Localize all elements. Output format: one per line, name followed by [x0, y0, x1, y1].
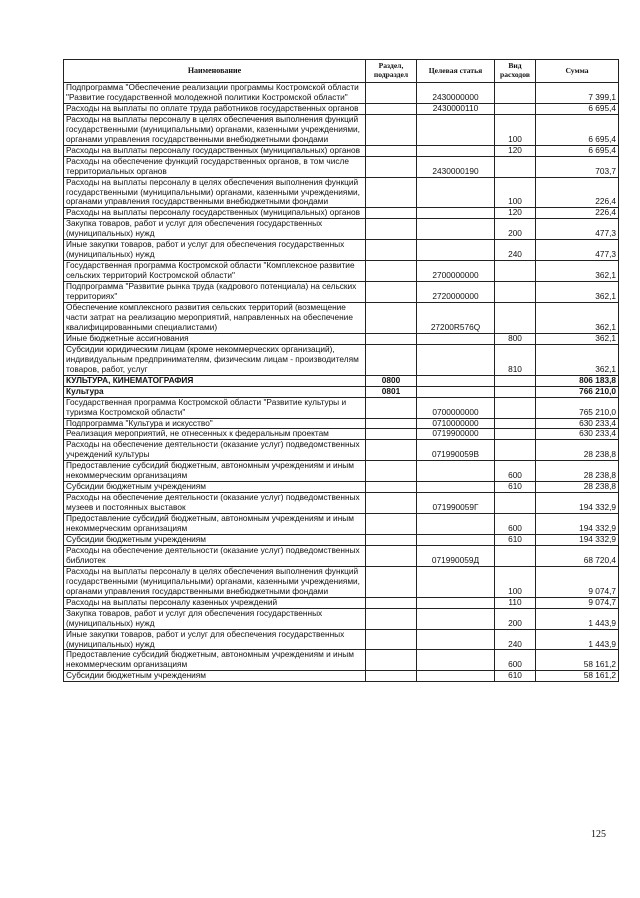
row-target-cell-text: 0700000000	[432, 406, 479, 417]
row-name-cell: Предоставление субсидий бюджетным, автономным учреждениям и иным некоммерческим организациям	[64, 650, 366, 671]
row-sum-cell	[536, 534, 619, 545]
row-sum-cell	[536, 114, 619, 145]
row-type-cell-text: 120	[508, 207, 522, 218]
row-name-cell: Государственная программа Костромской области "Развитие культуры и туризма Костромской области"	[64, 397, 366, 418]
row-target-cell	[417, 386, 495, 397]
row-type-cell-text: 600	[508, 523, 522, 534]
row-name-cell: Расходы на выплаты по оплате труда работников государственных органов	[64, 103, 366, 114]
page-number: 125	[591, 829, 606, 840]
row-section-cell	[366, 103, 417, 114]
row-name-cell: Субсидии юридическим лицам (кроме некоммерческих организаций), индивидуальным предпринимателям, физическим лицам - производителям товаров, работ, услуг	[64, 344, 366, 375]
row-target-cell	[417, 514, 495, 535]
row-type-cell-text: 100	[508, 585, 522, 596]
row-sum-cell	[536, 386, 619, 397]
row-section-cell	[366, 386, 417, 397]
row-name-cell: Иные бюджетные ассигнования	[64, 333, 366, 344]
row-name-cell: Государственная программа Костромской области "Комплексное развитие сельских территорий Костромской области"	[64, 261, 366, 282]
row-sum-cell-text: 58 161,2	[583, 659, 616, 670]
row-target-cell	[417, 461, 495, 482]
row-target-cell	[417, 418, 495, 429]
row-section-cell	[366, 83, 417, 104]
row-type-cell-text: 200	[508, 617, 522, 628]
table-row	[64, 461, 619, 482]
row-name-cell: Расходы на обеспечение функций государственных органов, в том числе территориальных органов	[64, 156, 366, 177]
row-sum-cell-text: 362,1	[595, 321, 616, 332]
header-target: Целевая статья	[417, 60, 495, 83]
row-type-cell-text: 120	[508, 144, 522, 155]
row-sum-cell-text: 68 720,4	[583, 554, 616, 565]
table-row	[64, 103, 619, 114]
row-sum-cell	[536, 375, 619, 386]
row-section-cell-text: 0801	[381, 385, 401, 396]
row-sum-cell	[536, 156, 619, 177]
table-row	[64, 145, 619, 156]
row-type-cell-text: 600	[508, 470, 522, 481]
row-type-cell	[495, 608, 536, 629]
row-section-cell	[366, 219, 417, 240]
row-name-cell: Культура	[64, 386, 366, 397]
row-type-cell	[495, 397, 536, 418]
table-row	[64, 261, 619, 282]
row-type-cell	[495, 375, 536, 386]
row-sum-cell	[536, 671, 619, 682]
row-type-cell	[495, 177, 536, 208]
row-type-cell	[495, 103, 536, 114]
table-row	[64, 629, 619, 650]
row-target-cell	[417, 208, 495, 219]
row-type-cell	[495, 629, 536, 650]
table-row	[64, 208, 619, 219]
row-section-cell	[366, 418, 417, 429]
row-section-cell	[366, 545, 417, 566]
row-type-cell	[495, 333, 536, 344]
row-sum-cell	[536, 650, 619, 671]
table-row	[64, 177, 619, 208]
row-sum-cell	[536, 629, 619, 650]
row-target-cell	[417, 493, 495, 514]
row-type-cell	[495, 114, 536, 145]
row-section-cell	[366, 629, 417, 650]
row-target-cell	[417, 344, 495, 375]
row-sum-cell	[536, 261, 619, 282]
row-name-cell: Обеспечение комплексного развития сельских территорий (возмещение части затрат на реализацию мероприятий, направленных на обеспечение квалифицированными специалистами)	[64, 303, 366, 334]
row-type-cell	[495, 282, 536, 303]
row-section-cell	[366, 608, 417, 629]
row-target-cell-text: 071990059Г	[432, 502, 479, 513]
row-name-cell: Закупка товаров, работ и услуг для обеспечения государственных (муниципальных) нужд	[64, 219, 366, 240]
row-target-cell	[417, 333, 495, 344]
row-section-cell	[366, 514, 417, 535]
table-row	[64, 597, 619, 608]
row-sum-cell	[536, 208, 619, 219]
row-target-cell	[417, 145, 495, 156]
row-section-cell	[366, 156, 417, 177]
table-row	[64, 545, 619, 566]
table-row	[64, 156, 619, 177]
row-section-cell	[366, 440, 417, 461]
row-section-cell	[366, 566, 417, 597]
row-sum-cell	[536, 418, 619, 429]
header-type: Вид расходов	[495, 60, 536, 83]
row-target-cell	[417, 282, 495, 303]
row-target-cell	[417, 608, 495, 629]
row-name-cell: Предоставление субсидий бюджетным, автономным учреждениям и иным некоммерческим организациям	[64, 514, 366, 535]
row-target-cell	[417, 397, 495, 418]
row-sum-cell	[536, 397, 619, 418]
row-sum-cell-text: 806 183,8	[579, 374, 616, 385]
row-sum-cell	[536, 493, 619, 514]
row-target-cell	[417, 103, 495, 114]
budget-table	[63, 59, 619, 682]
row-sum-cell-text: 28 238,8	[583, 470, 616, 481]
row-type-cell	[495, 597, 536, 608]
row-name-cell: Субсидии бюджетным учреждениям	[64, 671, 366, 682]
row-sum-cell	[536, 429, 619, 440]
row-target-cell-text: 0719900000	[432, 428, 479, 439]
row-sum-cell	[536, 303, 619, 334]
row-sum-cell	[536, 514, 619, 535]
table-row	[64, 83, 619, 104]
row-target-cell	[417, 671, 495, 682]
row-name-cell: Расходы на выплаты персоналу в целях обеспечения выполнения функций государственными (муниципальными) органами, казенными учреждениями, органами управления государственными внебюджетными фондами	[64, 177, 366, 208]
row-sum-cell	[536, 461, 619, 482]
row-sum-cell-text: 477,3	[595, 228, 616, 239]
header-sum: Сумма	[536, 60, 619, 83]
row-sum-cell-text: 9 074,7	[588, 596, 616, 607]
row-type-cell-text: 240	[508, 638, 522, 649]
row-sum-cell	[536, 145, 619, 156]
table-row	[64, 375, 619, 386]
row-name-cell: Расходы на обеспечение деятельности (оказание услуг) подведомственных учреждений культуры	[64, 440, 366, 461]
row-type-cell-text: 100	[508, 196, 522, 207]
row-type-cell	[495, 261, 536, 282]
row-name-cell: Расходы на выплаты персоналу в целях обеспечения выполнения функций государственными (муниципальными) органами, казенными учреждениями, органами управления государственными внебюджетными фондами	[64, 566, 366, 597]
row-type-cell	[495, 386, 536, 397]
row-sum-cell-text: 58 161,2	[583, 670, 616, 681]
row-section-cell	[366, 397, 417, 418]
row-section-cell	[366, 493, 417, 514]
table-row	[64, 566, 619, 597]
table-row	[64, 397, 619, 418]
row-section-cell	[366, 650, 417, 671]
header-name: Наименование	[64, 60, 366, 83]
row-target-cell	[417, 114, 495, 145]
header-section: Раздел, подраздел	[366, 60, 417, 83]
row-sum-cell	[536, 597, 619, 608]
table-row	[64, 240, 619, 261]
row-sum-cell	[536, 83, 619, 104]
table-header-row	[64, 60, 619, 83]
row-type-cell	[495, 83, 536, 104]
row-sum-cell-text: 1 443,9	[588, 617, 616, 628]
row-target-cell	[417, 375, 495, 386]
row-type-cell	[495, 219, 536, 240]
row-sum-cell-text: 194 332,9	[579, 502, 616, 513]
row-type-cell	[495, 545, 536, 566]
row-target-cell	[417, 566, 495, 597]
row-type-cell	[495, 344, 536, 375]
row-target-cell-text: 2430000110	[432, 102, 479, 113]
row-sum-cell-text: 6 695,4	[588, 102, 616, 113]
table-row	[64, 333, 619, 344]
row-type-cell	[495, 514, 536, 535]
row-type-cell	[495, 240, 536, 261]
row-sum-cell	[536, 240, 619, 261]
row-type-cell	[495, 482, 536, 493]
row-type-cell	[495, 461, 536, 482]
row-sum-cell	[536, 103, 619, 114]
row-name-cell: Иные закупки товаров, работ и услуг для обеспечения государственных (муниципальных) нужд	[64, 240, 366, 261]
row-sum-cell-text: 226,4	[595, 207, 616, 218]
row-name-cell: Закупка товаров, работ и услуг для обеспечения государственных (муниципальных) нужд	[64, 608, 366, 629]
row-sum-cell	[536, 482, 619, 493]
row-section-cell	[366, 240, 417, 261]
row-name-cell: Расходы на обеспечение деятельности (оказание услуг) подведомственных музеев и постоянных выставок	[64, 493, 366, 514]
row-target-cell-text: 27200R576Q	[430, 321, 481, 332]
row-section-cell	[366, 461, 417, 482]
row-section-cell	[366, 534, 417, 545]
row-sum-cell-text: 766 210,0	[579, 385, 616, 396]
row-target-cell	[417, 597, 495, 608]
row-section-cell	[366, 429, 417, 440]
row-type-cell	[495, 418, 536, 429]
table-row	[64, 482, 619, 493]
row-target-cell	[417, 534, 495, 545]
row-section-cell	[366, 333, 417, 344]
row-target-cell	[417, 650, 495, 671]
row-sum-cell-text: 194 332,9	[579, 533, 616, 544]
row-name-cell: Подпрограмма "Развитие рынка труда (кадрового потенциала) на сельских территориях"	[64, 282, 366, 303]
row-target-cell	[417, 156, 495, 177]
row-type-cell	[495, 566, 536, 597]
row-type-cell	[495, 534, 536, 545]
table-row	[64, 440, 619, 461]
row-name-cell: Расходы на выплаты персоналу государственных (муниципальных) органов	[64, 208, 366, 219]
row-target-cell	[417, 482, 495, 493]
row-section-cell	[366, 177, 417, 208]
table-row	[64, 303, 619, 334]
row-type-cell	[495, 156, 536, 177]
row-target-cell	[417, 83, 495, 104]
table-row	[64, 608, 619, 629]
row-sum-cell-text: 1 443,9	[588, 638, 616, 649]
row-target-cell-text: 071990059Д	[431, 554, 480, 565]
row-sum-cell-text: 6 695,4	[588, 144, 616, 155]
row-section-cell	[366, 482, 417, 493]
row-type-cell	[495, 493, 536, 514]
row-sum-cell-text: 6 695,4	[588, 133, 616, 144]
table-row	[64, 344, 619, 375]
row-name-cell: КУЛЬТУРА, КИНЕМАТОГРАФИЯ	[64, 375, 366, 386]
table-row	[64, 114, 619, 145]
row-target-cell	[417, 303, 495, 334]
row-type-cell-text: 600	[508, 659, 522, 670]
row-target-cell-text: 2720000000	[432, 291, 479, 302]
row-sum-cell-text: 9 074,7	[588, 585, 616, 596]
table-row	[64, 282, 619, 303]
row-name-cell: Реализация мероприятий, не отнесенных к федеральным проектам	[64, 429, 366, 440]
row-name-cell: Расходы на выплаты персоналу казенных учреждений	[64, 597, 366, 608]
row-type-cell-text: 240	[508, 249, 522, 260]
row-type-cell-text: 200	[508, 228, 522, 239]
row-sum-cell-text: 28 238,8	[583, 481, 616, 492]
table-row	[64, 514, 619, 535]
row-target-cell-text: 071990059В	[431, 449, 480, 460]
row-name-cell: Иные закупки товаров, работ и услуг для обеспечения государственных (муниципальных) нужд	[64, 629, 366, 650]
row-section-cell	[366, 303, 417, 334]
row-type-cell	[495, 671, 536, 682]
row-sum-cell	[536, 177, 619, 208]
row-section-cell	[366, 375, 417, 386]
row-target-cell-text: 2430000000	[432, 91, 479, 102]
table-row	[64, 418, 619, 429]
row-section-cell	[366, 114, 417, 145]
row-name-cell: Подпрограмма "Культура и искусство"	[64, 418, 366, 429]
row-name-cell: Расходы на обеспечение деятельности (оказание услуг) подведомственных библиотек	[64, 545, 366, 566]
row-section-cell	[366, 671, 417, 682]
row-sum-cell	[536, 333, 619, 344]
row-name-cell: Субсидии бюджетным учреждениям	[64, 482, 366, 493]
row-type-cell-text: 610	[508, 481, 522, 492]
table-row	[64, 671, 619, 682]
row-sum-cell-text: 477,3	[595, 249, 616, 260]
row-type-cell-text: 110	[508, 596, 522, 607]
row-target-cell-text: 0710000000	[432, 417, 479, 428]
row-target-cell	[417, 629, 495, 650]
row-sum-cell	[536, 545, 619, 566]
row-sum-cell-text: 362,1	[595, 363, 616, 374]
row-sum-cell-text: 28 238,8	[583, 449, 616, 460]
table-row	[64, 534, 619, 545]
row-sum-cell-text: 226,4	[595, 196, 616, 207]
row-sum-cell-text: 703,7	[595, 165, 616, 176]
row-type-cell-text: 610	[508, 670, 522, 681]
table-body	[64, 83, 619, 682]
row-name-cell: Субсидии бюджетным учреждениям	[64, 534, 366, 545]
row-section-cell	[366, 282, 417, 303]
row-sum-cell	[536, 344, 619, 375]
row-target-cell-text: 2700000000	[432, 270, 479, 281]
row-sum-cell	[536, 282, 619, 303]
table-row	[64, 493, 619, 514]
row-target-cell-text: 2430000190	[432, 165, 479, 176]
row-type-cell-text: 810	[508, 363, 522, 374]
row-sum-cell-text: 194 332,9	[579, 523, 616, 534]
table-row	[64, 219, 619, 240]
row-type-cell	[495, 650, 536, 671]
row-sum-cell-text: 7 399,1	[588, 91, 616, 102]
row-target-cell	[417, 219, 495, 240]
table-row	[64, 429, 619, 440]
row-type-cell	[495, 303, 536, 334]
row-sum-cell-text: 362,1	[595, 270, 616, 281]
table-row	[64, 386, 619, 397]
row-target-cell	[417, 240, 495, 261]
row-target-cell	[417, 545, 495, 566]
row-type-cell	[495, 440, 536, 461]
row-sum-cell	[536, 440, 619, 461]
row-sum-cell-text: 362,1	[595, 332, 616, 343]
row-sum-cell	[536, 566, 619, 597]
row-type-cell-text: 610	[508, 533, 522, 544]
row-section-cell	[366, 208, 417, 219]
row-section-cell	[366, 261, 417, 282]
table-row	[64, 650, 619, 671]
row-name-cell: Расходы на выплаты персоналу государственных (муниципальных) органов	[64, 145, 366, 156]
row-sum-cell	[536, 608, 619, 629]
row-target-cell	[417, 261, 495, 282]
row-target-cell	[417, 440, 495, 461]
row-sum-cell-text: 630 233,4	[579, 428, 616, 439]
row-sum-cell-text: 765 210,0	[579, 406, 616, 417]
row-type-cell	[495, 429, 536, 440]
row-sum-cell-text: 362,1	[595, 291, 616, 302]
row-type-cell	[495, 208, 536, 219]
row-sum-cell-text: 630 233,4	[579, 417, 616, 428]
row-name-cell: Предоставление субсидий бюджетным, автономным учреждениям и иным некоммерческим организациям	[64, 461, 366, 482]
row-section-cell	[366, 344, 417, 375]
row-target-cell	[417, 429, 495, 440]
row-type-cell-text: 100	[508, 133, 522, 144]
row-type-cell-text: 800	[508, 332, 522, 343]
row-section-cell	[366, 145, 417, 156]
row-section-cell-text: 0800	[381, 374, 401, 385]
row-name-cell: Подпрограмма "Обеспечение реализации программы Костромской области "Развитие государственной молодежной политики Костромской области"	[64, 83, 366, 104]
row-section-cell	[366, 597, 417, 608]
row-type-cell	[495, 145, 536, 156]
row-sum-cell	[536, 219, 619, 240]
row-name-cell: Расходы на выплаты персоналу в целях обеспечения выполнения функций государственными (муниципальными) органами, казенными учреждениями, органами управления государственными внебюджетными фондами	[64, 114, 366, 145]
row-target-cell	[417, 177, 495, 208]
